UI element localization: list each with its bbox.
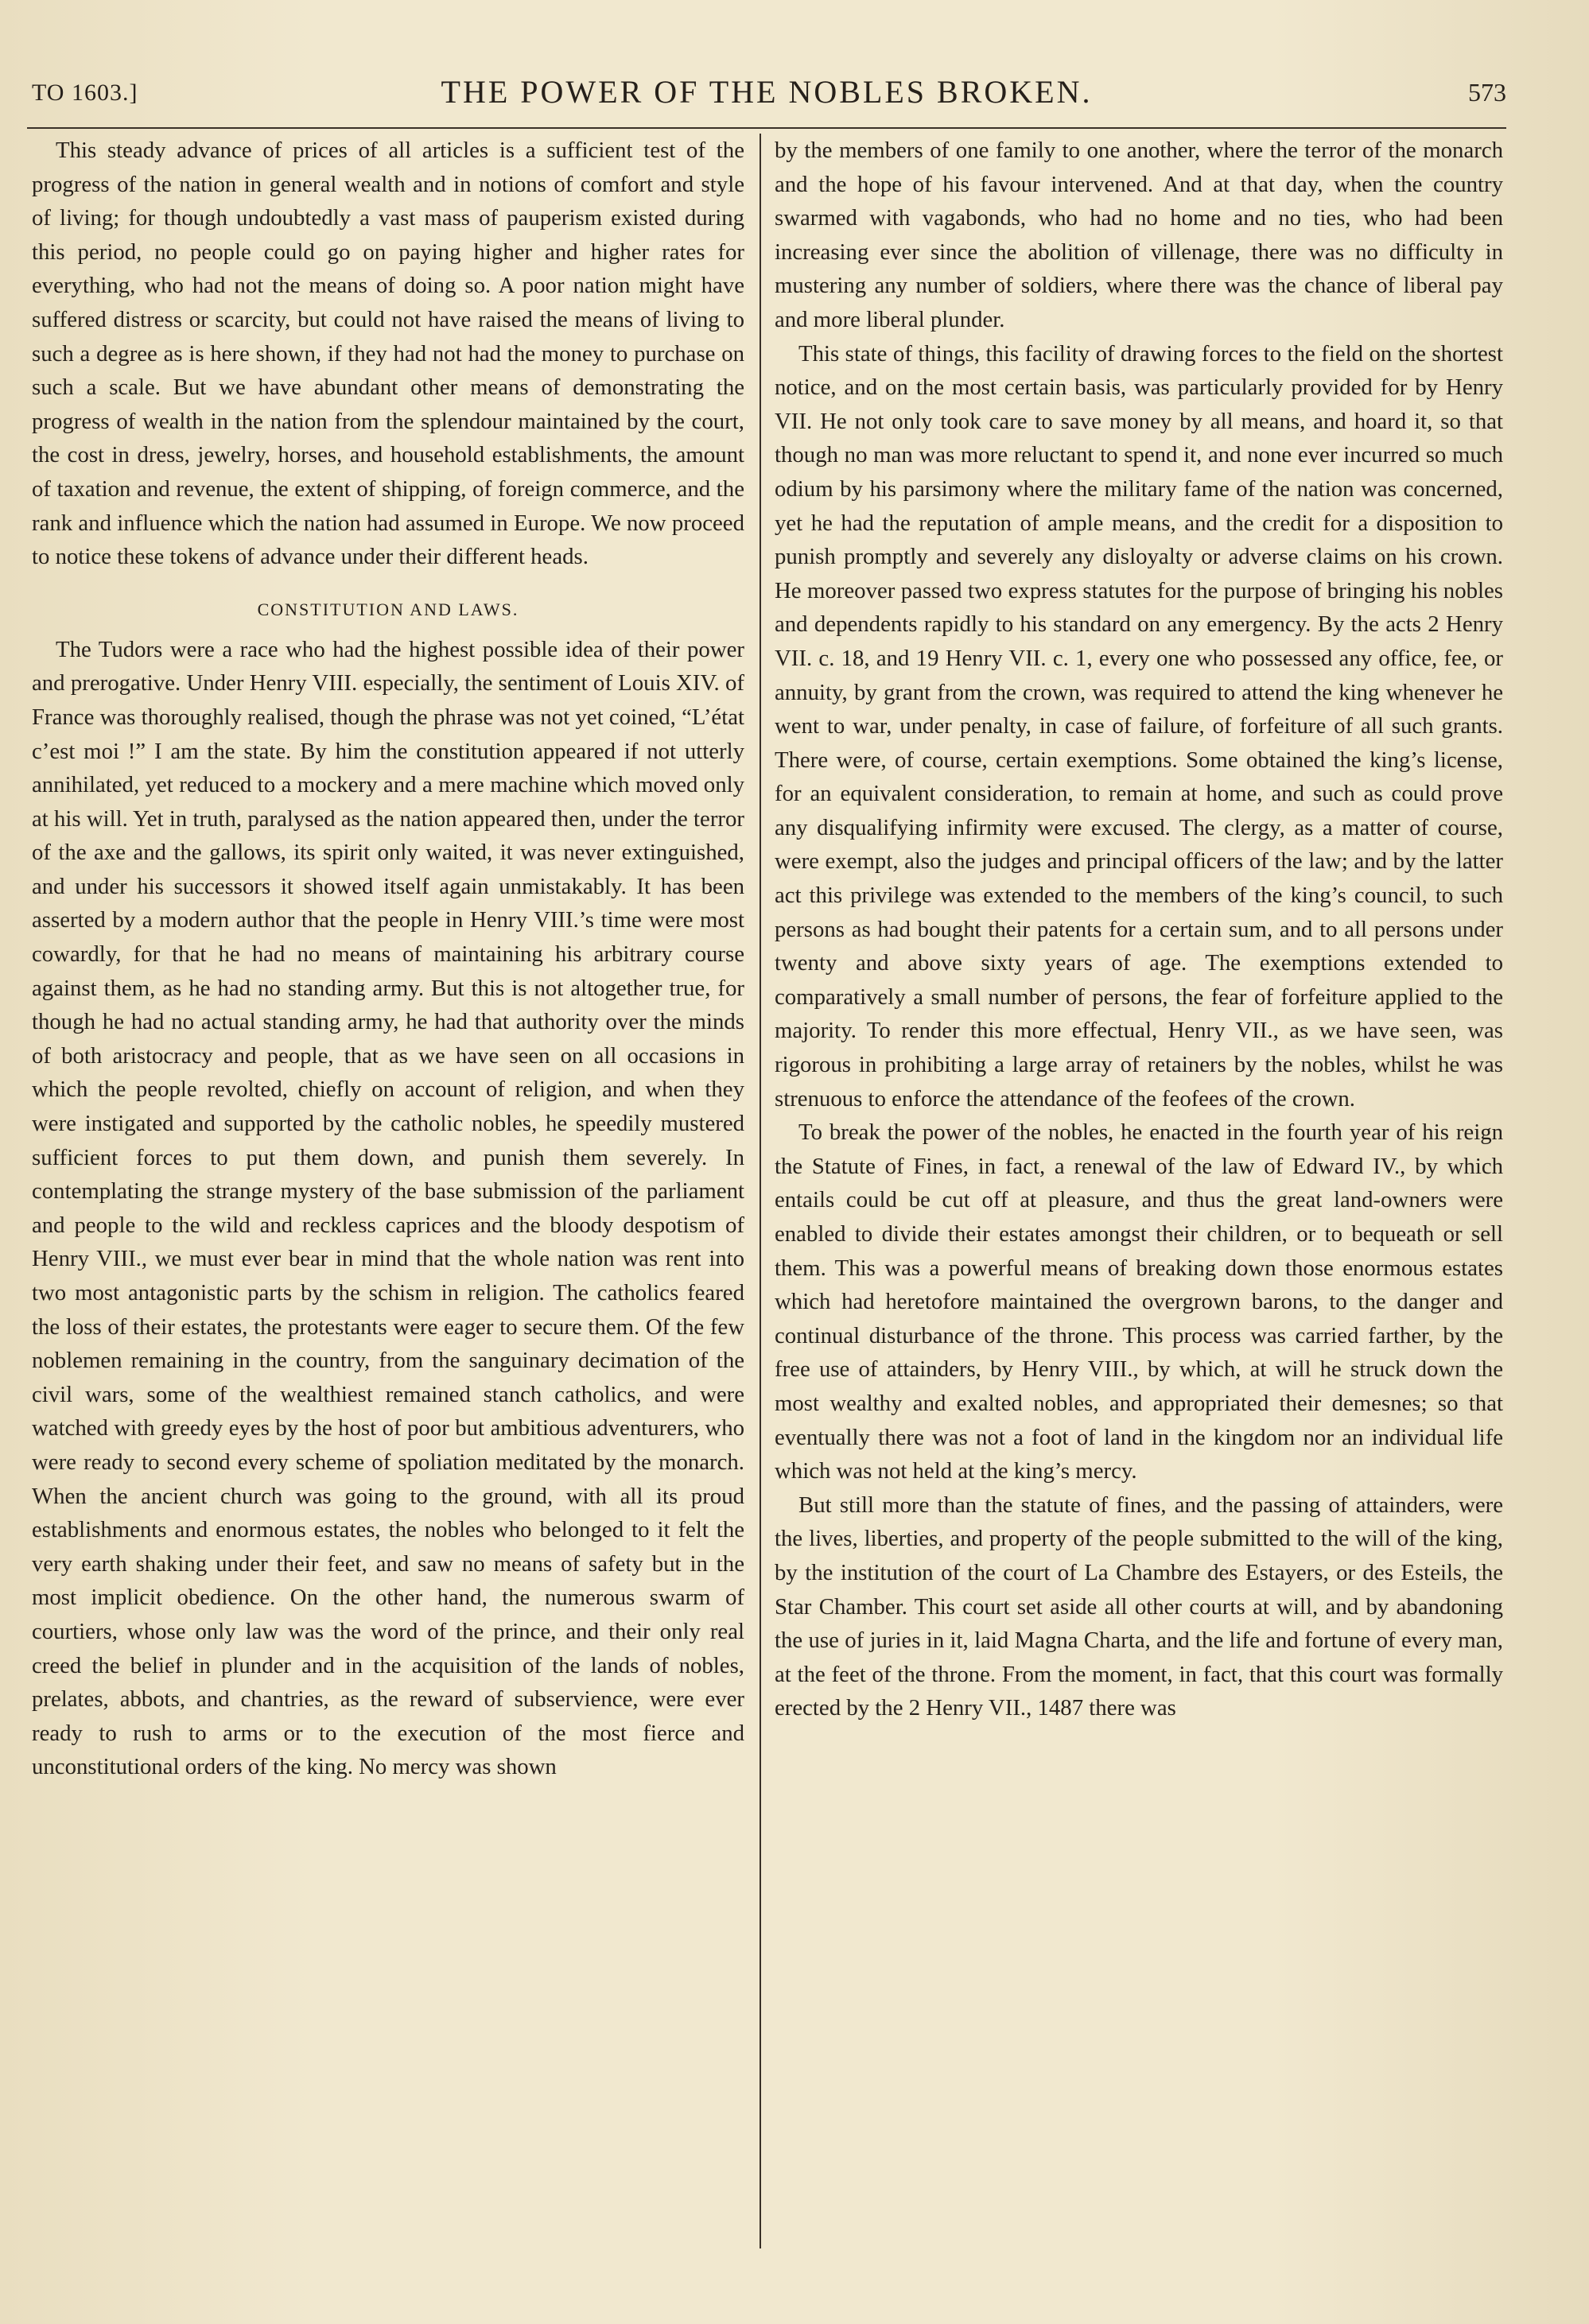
page-number: 573 [1468,78,1506,107]
paragraph-henry-vii: This state of things, this facility of drawing forces to the field on the shortest notice, and on the most certain basis, was particularly provided for by Henry VII. He not only took care to save money by all means, and hoard it, so that though no man was more reluctant to spend it, and none ever incurred so much odium by his parsimony where the military fame of the nation was concerned, yet he had the reputation of ample means, and the credit for a disposition to punish promptly and severely any disloyalty or adverse claims on his crown. He moreover passed two express statutes for the purpose of bringing his nobles and dependents rapidly to his standard on any emergency. By the acts 2 Henry VII. c. 18, and 19 Henry VII. c. 1, every one who possessed any office, fee, or annuity, by grant from the crown, was required to attend the king whenever he went to war, under penalty, in case of failure, of forfeiture of all such grants. There were, of course, certain exemptions. Some obtained the king’s license, for an equivalent consideration, to remain at home, and such as could prove any disqualifying infirmity were excused. The clergy, as a matter of course, were exempt, also the judges and principal officers of the law; and by the latter act this privilege was extended to the members of the king’s council, to such persons as had bought their patents for a certain sum, and to all persons under twenty and above sixty years of age. The exemptions extended to comparatively a small number of persons, the fear of forfeiture applied to the majority. To render this more effectual, Henry VII., as we have seen, was rigorous in prohibiting a large array of retainers by the nobles, whilst he was strenuous to enforce the attendance of the feofees of the crown. [775,340,1503,1112]
running-head-title: THE POWER OF THE NOBLES BROKEN. [441,74,1093,110]
left-column [32,134,744,2248]
column-divider [760,134,761,2248]
header-rule [27,127,1506,129]
paragraph-continued: by the members of one family to one another, where the terror of the monarch and the hope of his favour intervened. And at that day, when the country swarmed with vagabonds, who had no home and no ties, who had been increasing ever since the abolition of villenage, there was no difficulty in mustering any number of soldiers, where there was the chance of liberal pay and more liberal plunder. [775,138,1503,332]
page-header [27,73,1506,111]
paragraph-tudors: The Tudors were a race who had the highest possible idea of their power and prerogative. Under Henry VIII. especially, the sentiment of Louis XIV. of France was thoroughly realised, though the phrase was not yet coined, “L’état c’est moi !” I am the state. By him the constitution appeared if not utterly annihilated, yet reduced to a mockery and a mere machine which moved only at his will. Yet in truth, paralysed as the nation appeared then, under the terror of the axe and the gallows, its spirit only waited, it was never extinguished, and under his successors it showed itself again unmistakably. It has been asserted by a modern author that the people in Henry VIII.’s time were most cowardly, for that he had no means of maintaining his arbitrary course against them, as he had no standing army. But this is not altogether true, for though he had no actual standing army, he had that authority over the minds of both aristocracy and people, that as we have seen on all occasions in which the people revolted, chiefly on account of religion, and when they were instigated and supported by the catholic nobles, he speedily mustered sufficient forces to put them down, and punish them severely. In contemplating the strange mystery of the base submission of the parliament and people to the wild and reckless caprices and the bloody despotism of Henry VIII., we must ever bear in mind that the whole nation was rent into two most antagonistic parts by the schism in religion. The catholics feared the loss of their estates, the protestants were eager to secure them. Of the few noblemen remaining in the country, from the sanguinary decimation of the civil wars, some of the wealthiest remained stanch catholics, and were watched with greedy eyes by the host of poor but ambitious adventurers, who were ready to second every scheme of spoliation meditated by the monarch. When the ancient church was going to the ground, with all its proud establishments and enormous estates, the nobles who belonged to it felt the very earth shaking under their feet, and saw no means of safety but in the most implicit obedience. On the other hand, the numerous swarm of courtiers, whose only law was the word of the prince, and their only real creed the belief in plunder and in the acquisition of the lands of nobles, prelates, abbots, and chantries, as the reward of subservience, were ever ready to rush to arms or to the execution of the most fierce and unconstitutional orders of the king. No mercy was shown [32,636,744,1780]
section-heading: CONSTITUTION AND LAWS. [257,599,519,619]
right-column [775,134,1503,2248]
paragraph-statute-of-fines: To break the power of the nobles, he enacted in the fourth year of his reign the Statute of Fines, in fact, a renewal of the law of Edward IV., by which entails could be cut off at pleasure, and thus the great land-owners were enabled to divide their estates amongst their children, or to bequeath or sell them. This was a powerful means of breaking down those enormous estates which had heretofore maintained the overgrown barons, to the danger and continual disturbance of the throne. This process was carried farther, by the free use of attainders, by Henry VIII., by which, at will he struck down the most wealthy and exalted nobles, and appropriated their demesnes; so that eventually there was not a foot of land in the kingdom nor an individual life which was not held at the king’s mercy. [775,1119,1503,1484]
paragraph-star-chamber: But still more than the statute of fines, and the passing of attainders, were the lives, liberties, and property of the people submitted to the will of the king, by the institution of the court of La Chambre des Estayers, or des Esteils, the Star Chamber. This court set aside all other courts at will, and by abandoning the use of juries in it, laid Magna Charta, and the life and fortune of every man, at the feet of the throne. From the moment, in fact, that this court was formally erected by the 2 Henry VII., 1487 there was [775,1492,1503,1721]
running-head-left: TO 1603.] [32,80,138,106]
paragraph-prices: This steady advance of prices of all articles is a sufficient test of the progress of the nation in general wealth and in notions of comfort and style of living; for though undoubtedly a vast mass of pauperism existed during this period, no people could go on paying higher and higher rates for everything, who had not the means of doing so. A poor nation might have suffered distress or scarcity, but could not have raised the means of living to such a degree as is here shown, if they had not had the money to purchase on such a scale. But we have abundant other means of demonstrating the progress of wealth in the nation from the splendour maintained by the court, the cost in dress, jewelry, horses, and household establishments, the amount of taxation and revenue, the extent of shipping, of foreign commerce, and the rank and influence which the nation had assumed in Europe. We now proceed to notice these tokens of advance under their different heads. [32,138,744,570]
